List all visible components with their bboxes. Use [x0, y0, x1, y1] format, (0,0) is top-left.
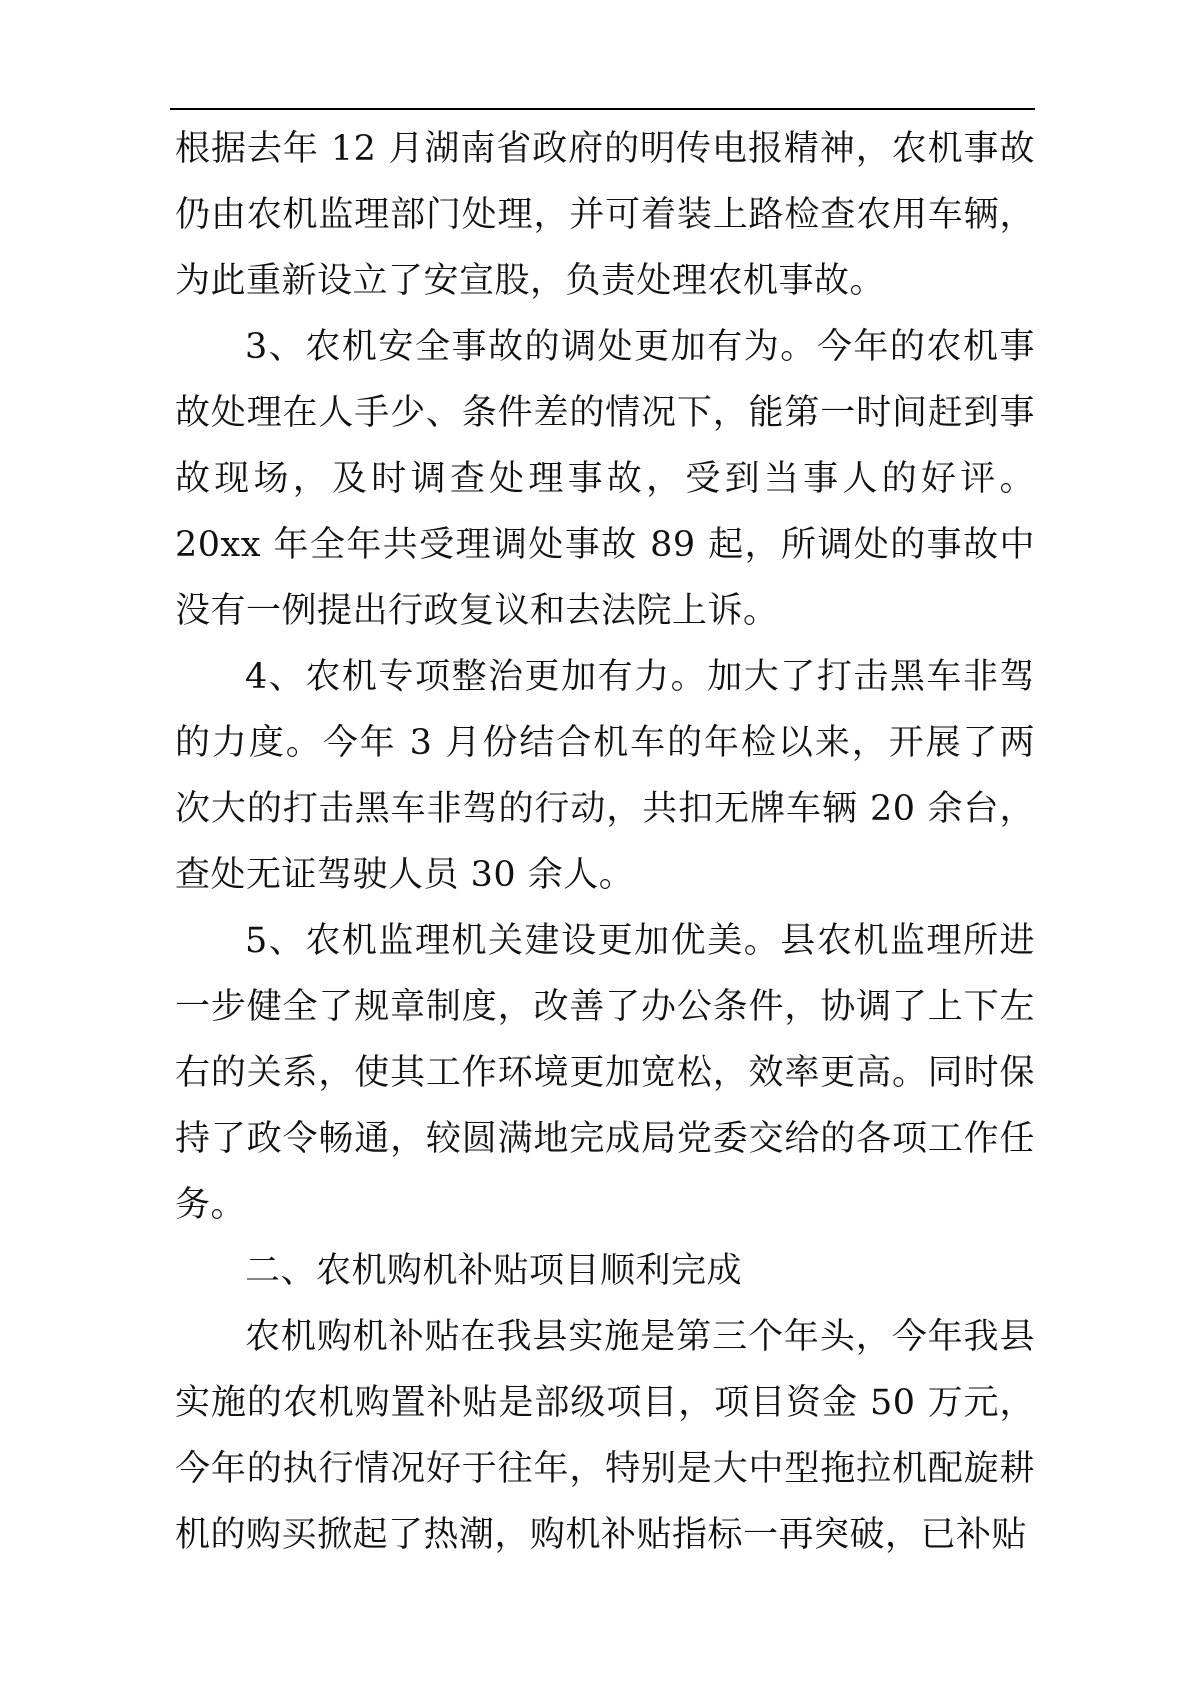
- section-heading-2: 二、农机购机补贴项目顺利完成: [245, 1251, 743, 1291]
- paragraph-continuation: 根据去年 12 月湖南省政府的明传电报精神，农机事故仍由农机监理部门处理，并可着装上路检查农用车辆，为此重新设立了安宣股，负责处理农机事故。: [175, 129, 1035, 301]
- paragraph-item-4: 4、农机专项整治更加有力。加大了打击黑车非驾的力度。今年 3 月份结合机车的年检以来，开展了两次大的打击黑车非驾的行动，共扣无牌车辆 20 余台，查处无证驾驶人员 30 余人。: [175, 657, 1035, 895]
- paragraph-subsidy: 农机购机补贴在我县实施是第三个年头，今年我县实施的农机购置补贴是部级项目，项目资金 50 万元，今年的执行情况好于往年，特别是大中型拖拉机配旋耕机的购买掀起了热潮，购机补贴指标一再突破，已补贴: [175, 1317, 1035, 1555]
- paragraph-item-3: 3、农机安全事故的调处更加有为。今年的农机事故处理在人手少、条件差的情况下，能第一时间赶到事故现场，及时调查处理事故，受到当事人的好评。20xx 年全年共受理调处事故 89 起，所调处的事故中没有一例提出行政复议和去法院上诉。: [175, 327, 1035, 631]
- document-body: [175, 116, 1035, 1568]
- paragraph-item-5: 5、农机监理机关建设更加优美。县农机监理所进一步健全了规章制度，改善了办公条件，协调了上下左右的关系，使其工作环境更加宽松，效率更高。同时保持了政令畅通，较圆满地完成局党委交给的各项工作任务。: [175, 921, 1035, 1225]
- header-rule: [170, 108, 1035, 110]
